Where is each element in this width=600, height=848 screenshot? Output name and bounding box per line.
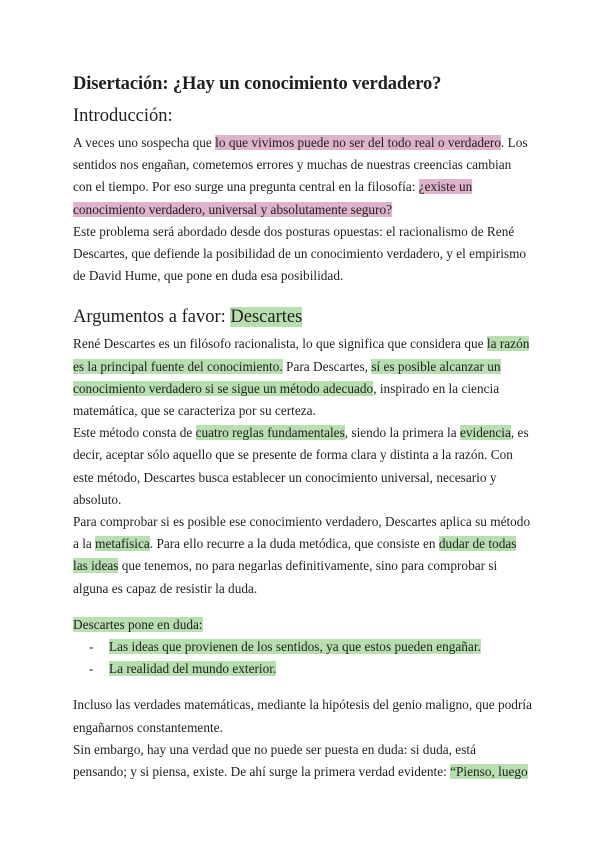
highlight-pink: ¿existe un conocimiento verdadero, universal y absolutamente seguro? bbox=[73, 179, 473, 217]
highlight-green: Las ideas que provienen de los sentidos, ya que estos pueden engañar. bbox=[109, 639, 481, 655]
highlight-green: Descartes pone en duda: bbox=[73, 616, 203, 632]
text-run: , es decir, aceptar sólo aquello que se presente de forma clara y distinta a la razón. Con este método, Descartes busca establecer un conocimiento universal, necesario y absoluto. bbox=[73, 425, 529, 507]
highlight-green: evidencia bbox=[459, 425, 511, 441]
text-run: Para comprobar si es posible ese conocimiento verdadero, Descartes aplica su método a la bbox=[73, 514, 531, 552]
highlight-green: Descartes bbox=[230, 307, 303, 328]
text-run: . Los sentidos nos engañan, cometemos errores y muchas de nuestras creencias cambian con el tiempo. Por eso surge una pregunta central en la filosofía: bbox=[73, 135, 528, 195]
text-run: , inspirado en la ciencia matemática, que se caracteriza por su certeza. bbox=[73, 380, 500, 419]
favor-paragraph-4: Incluso las verdades matemáticas, mediante la hipótesis del genio maligno, que podría engañarnos constantemente. bbox=[73, 697, 532, 735]
highlight-green: “Pienso, luego bbox=[450, 764, 528, 780]
document-body bbox=[73, 72, 533, 783]
favor-paragraph-1 bbox=[73, 333, 533, 422]
highlight-green: metafísica bbox=[95, 536, 150, 552]
favor-paragraph-5 bbox=[73, 739, 533, 783]
list-heading bbox=[73, 614, 533, 636]
highlight-green: La realidad del mundo exterior. bbox=[109, 661, 277, 677]
heading-text: Argumentos a favor: bbox=[73, 307, 231, 328]
highlight-green: sí es posible alcanzar un conocimiento verdadero si se sigue un método adecuado bbox=[73, 358, 501, 396]
spacer bbox=[73, 600, 533, 614]
spacer bbox=[73, 680, 533, 694]
intro-paragraph-2: Este problema será abordado desde dos posturas opuestas: el racionalismo de René Descartes, que defiende la posibilidad de un conocimiento verdadero, y el empirismo de David Hume, que pone en duda esa posibilidad. bbox=[73, 223, 527, 284]
spacer bbox=[73, 287, 533, 305]
intro-paragraph-1 bbox=[73, 132, 533, 221]
document-title: Disertación: ¿Hay un conocimiento verdadero? bbox=[73, 74, 442, 94]
highlight-green: la razón es la principal fuente del conocimiento. bbox=[73, 336, 530, 374]
list-item bbox=[73, 658, 533, 680]
text-run: Para Descartes, bbox=[282, 358, 372, 374]
favor-heading bbox=[73, 305, 533, 329]
dash-marker: - bbox=[89, 661, 94, 677]
list-item bbox=[73, 636, 533, 658]
highlight-green: dudar de todas las ideas bbox=[73, 536, 517, 574]
text-run: . Para ello recurre a la duda metódica, que consiste en bbox=[149, 536, 439, 552]
text-run: René Descartes es un filósofo racionalista, lo que significa que considera que bbox=[73, 336, 487, 352]
highlight-pink: lo que vivimos puede no ser del todo real o verdadero bbox=[215, 135, 501, 150]
text-run: que tenemos, no para negarlas definitivamente, sino para comprobar si alguna es capaz de resistir la duda. bbox=[73, 558, 498, 596]
text-run: A veces uno sospecha que bbox=[73, 135, 216, 150]
highlight-green: cuatro reglas fundamentales bbox=[195, 425, 345, 441]
text-run: , siendo la primera la bbox=[344, 425, 460, 441]
doubt-list bbox=[73, 636, 533, 680]
favor-paragraph-3 bbox=[73, 511, 533, 600]
text-run: Sin embargo, hay una verdad que no puede ser puesta en duda: si duda, está pensando; y si piensa, existe. De ahí surge la primera verdad evidente: bbox=[73, 741, 476, 780]
favor-paragraph-2 bbox=[73, 422, 533, 511]
text-run: Este método consta de bbox=[73, 425, 196, 441]
intro-heading: Introducción: bbox=[73, 106, 173, 126]
dash-marker: - bbox=[89, 639, 94, 655]
